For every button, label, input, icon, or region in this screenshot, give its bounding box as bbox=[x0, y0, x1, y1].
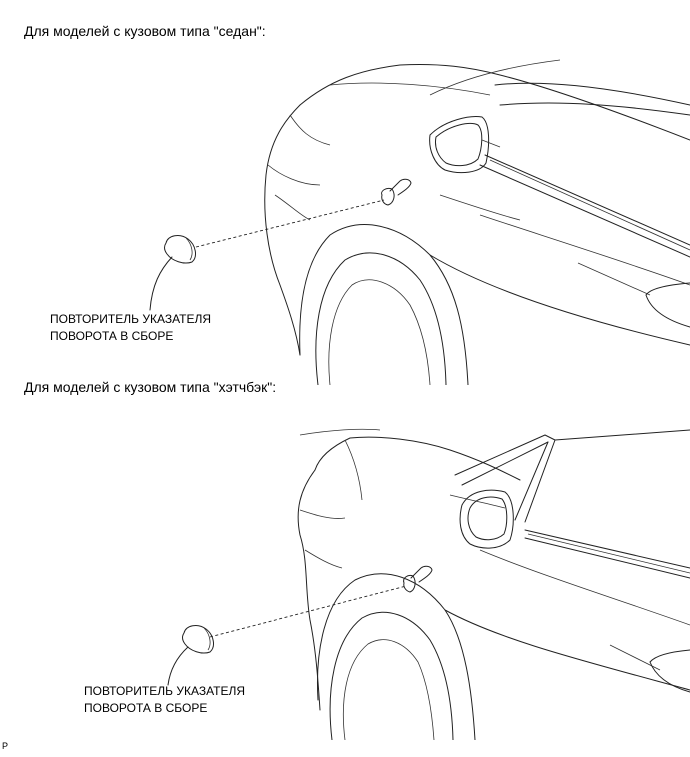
leader-line bbox=[168, 647, 188, 685]
door-handle bbox=[646, 283, 690, 295]
door-handle bbox=[650, 650, 690, 662]
hood-outline bbox=[300, 64, 690, 140]
repeater-socket bbox=[404, 575, 416, 592]
leader-line bbox=[150, 257, 172, 310]
hatchback-part-label-line2: ПОВОРОТА В СБОРЕ bbox=[84, 701, 208, 715]
front-fender bbox=[265, 105, 300, 355]
a-pillar bbox=[495, 83, 690, 105]
sedan-part-label-line1: ПОВТОРИТЕЛЬ УКАЗАТЕЛЯ bbox=[50, 312, 212, 326]
repeater-socket bbox=[382, 188, 394, 205]
side-character-line bbox=[430, 255, 690, 345]
figure-code: P bbox=[2, 741, 9, 751]
hatchback-part-label-line1: ПОВТОРИТЕЛЬ УКАЗАТЕЛЯ bbox=[84, 684, 246, 698]
sedan-heading: Для моделей с кузовом типа "седан": bbox=[24, 23, 266, 39]
sedan-part-label bbox=[50, 311, 211, 345]
installation-line bbox=[210, 586, 406, 637]
wheel-arch bbox=[300, 225, 468, 385]
sedan-part-label-line2: ПОВОРОТА В СБОРЕ bbox=[50, 329, 174, 343]
front-fender bbox=[298, 470, 320, 710]
hatchback-part-label bbox=[84, 683, 245, 717]
installation-line bbox=[196, 200, 384, 247]
side-character-line bbox=[445, 610, 690, 690]
hatchback-heading: Для моделей с кузовом типа "хэтчбэк": bbox=[24, 379, 277, 395]
a-pillar bbox=[455, 430, 690, 475]
hood-outline bbox=[315, 437, 520, 480]
